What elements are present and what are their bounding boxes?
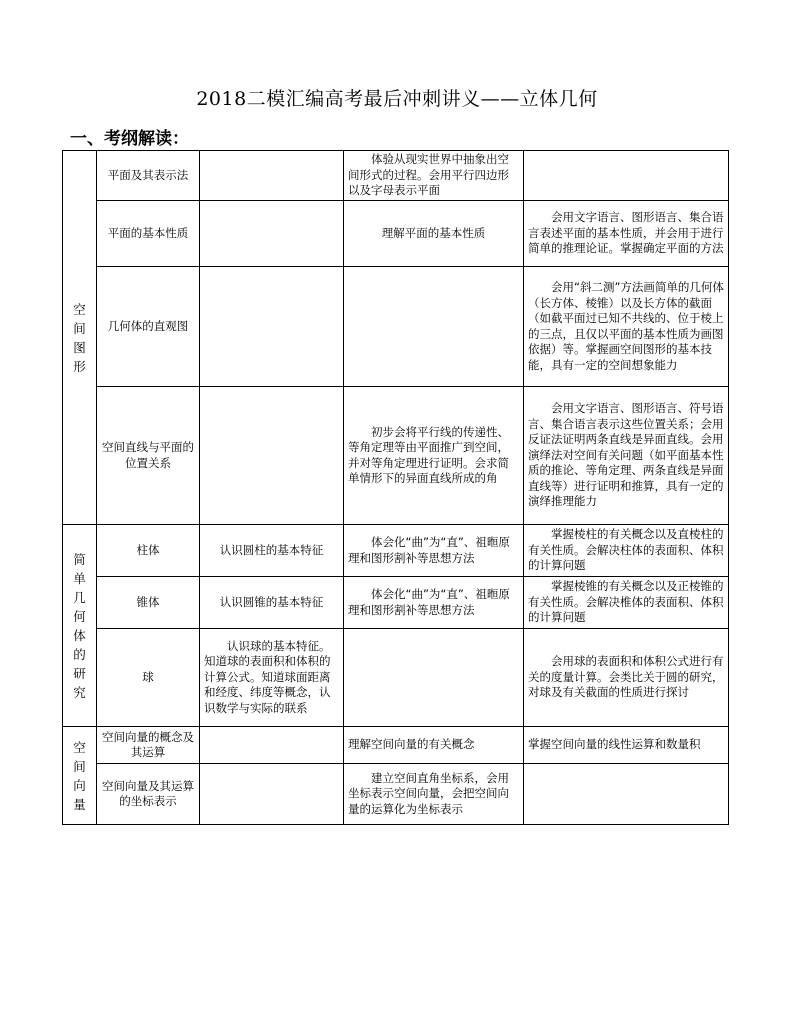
level-b-cell: 理解空间向量的有关概念 <box>344 727 524 764</box>
level-a-cell <box>200 727 344 764</box>
level-c-cell: 会用文字语言、图形语言、集合语言表述平面的基本性质，并会用于进行简单的推理论证。掌握确定平面的方法 <box>524 201 729 267</box>
level-b-cell: 体会化“曲”为“直”、祖暅原理和图形割补等思想方法 <box>344 577 524 629</box>
category-cell <box>63 525 97 727</box>
section-heading: 一、考纲解读： <box>70 129 189 149</box>
level-b-cell: 体会化“曲”为“直”、祖暅原理和图形割补等思想方法 <box>344 525 524 577</box>
topic-cell: 空间向量的概念及其运算 <box>97 727 200 764</box>
level-b-cell: 体验从现实世界中抽象出空间形式的过程。会用平行四边形以及字母表示平面 <box>344 151 524 201</box>
table-row <box>63 727 729 764</box>
topic-cell: 平面及其表示法 <box>97 151 200 201</box>
level-a-cell: 认识圆锥的基本特征 <box>200 577 344 629</box>
category-label: 空间向量 <box>73 739 86 812</box>
level-c-cell: 会用文字语言、图形语言、符号语言、集合语言表示这些位置关系；会用反证法证明两条直线是异面直线。会用演绎法对空间有关问题（如平面基本性质的推论、等角定理、两条直线是异面直线等）进行证明和推算，具有一定的演绎推理能力 <box>524 387 729 525</box>
category-cell <box>63 727 97 825</box>
category-label: 简单几何体的研究 <box>73 551 86 700</box>
level-c-cell: 掌握棱锥的有关概念以及正棱锥的有关性质。会解决椎体的表面积、体积的计算问题 <box>524 577 729 629</box>
level-a-cell <box>200 151 344 201</box>
level-b-cell <box>344 267 524 387</box>
table-row <box>63 267 729 387</box>
topic-cell: 空间向量及其运算的坐标表示 <box>97 764 200 825</box>
level-c-cell: 掌握棱柱的有关概念以及直棱柱的有关性质。会解决柱体的表面积、体积的计算问题 <box>524 525 729 577</box>
level-a-cell <box>200 387 344 525</box>
table-row <box>63 387 729 525</box>
topic-cell: 平面的基本性质 <box>97 201 200 267</box>
category-cell <box>63 151 97 525</box>
level-b-cell: 初步会将平行线的传递性、等角定理等由平面推广到空间，并对等角定理进行证明。会求简单情形下的异面直线所成的角 <box>344 387 524 525</box>
level-c-cell: 会用球的表面积和体积公式进行有关的度量计算。会类比关于圆的研究，对球及有关截面的性质进行探讨 <box>524 629 729 727</box>
topic-cell: 几何体的直观图 <box>97 267 200 387</box>
level-b-cell <box>344 629 524 727</box>
level-c-cell <box>524 764 729 825</box>
table-row <box>63 201 729 267</box>
table-row <box>63 525 729 577</box>
level-a-cell: 认识球的基本特征。知道球的表面积和体积的计算公式。知道球面距离和经度、纬度等概念，认识数学与实际的联系 <box>200 629 344 727</box>
table-row <box>63 577 729 629</box>
level-b-cell: 理解平面的基本性质 <box>344 201 524 267</box>
topic-cell: 球 <box>97 629 200 727</box>
topic-cell: 空间直线与平面的位置关系 <box>97 387 200 525</box>
level-c-cell: 掌握空间向量的线性运算和数量积 <box>524 727 729 764</box>
topic-cell: 锥体 <box>97 577 200 629</box>
syllabus-table <box>62 150 729 825</box>
level-b-cell: 建立空间直角坐标系，会用坐标表示空间向量，会把空间向量的运算化为坐标表示 <box>344 764 524 825</box>
table-row <box>63 151 729 201</box>
level-c-cell: 会用“斜二测”方法画简单的几何体（长方体、棱锥）以及长方体的截面（如截平面过已知不共线的、位于棱上的三点，且仅以平面的基本性质为画图依据）等。掌握画空间图形的基本技能，具有一定的空间想象能力 <box>524 267 729 387</box>
topic-cell: 柱体 <box>97 525 200 577</box>
table-row <box>63 629 729 727</box>
level-a-cell <box>200 201 344 267</box>
level-c-cell <box>524 151 729 201</box>
level-a-cell: 认识圆柱的基本特征 <box>200 525 344 577</box>
category-label: 空间图形 <box>73 301 86 374</box>
table-row <box>63 764 729 825</box>
page-title: 2018二模汇编高考最后冲刺讲义——立体几何 <box>196 88 598 110</box>
level-a-cell <box>200 764 344 825</box>
level-a-cell <box>200 267 344 387</box>
